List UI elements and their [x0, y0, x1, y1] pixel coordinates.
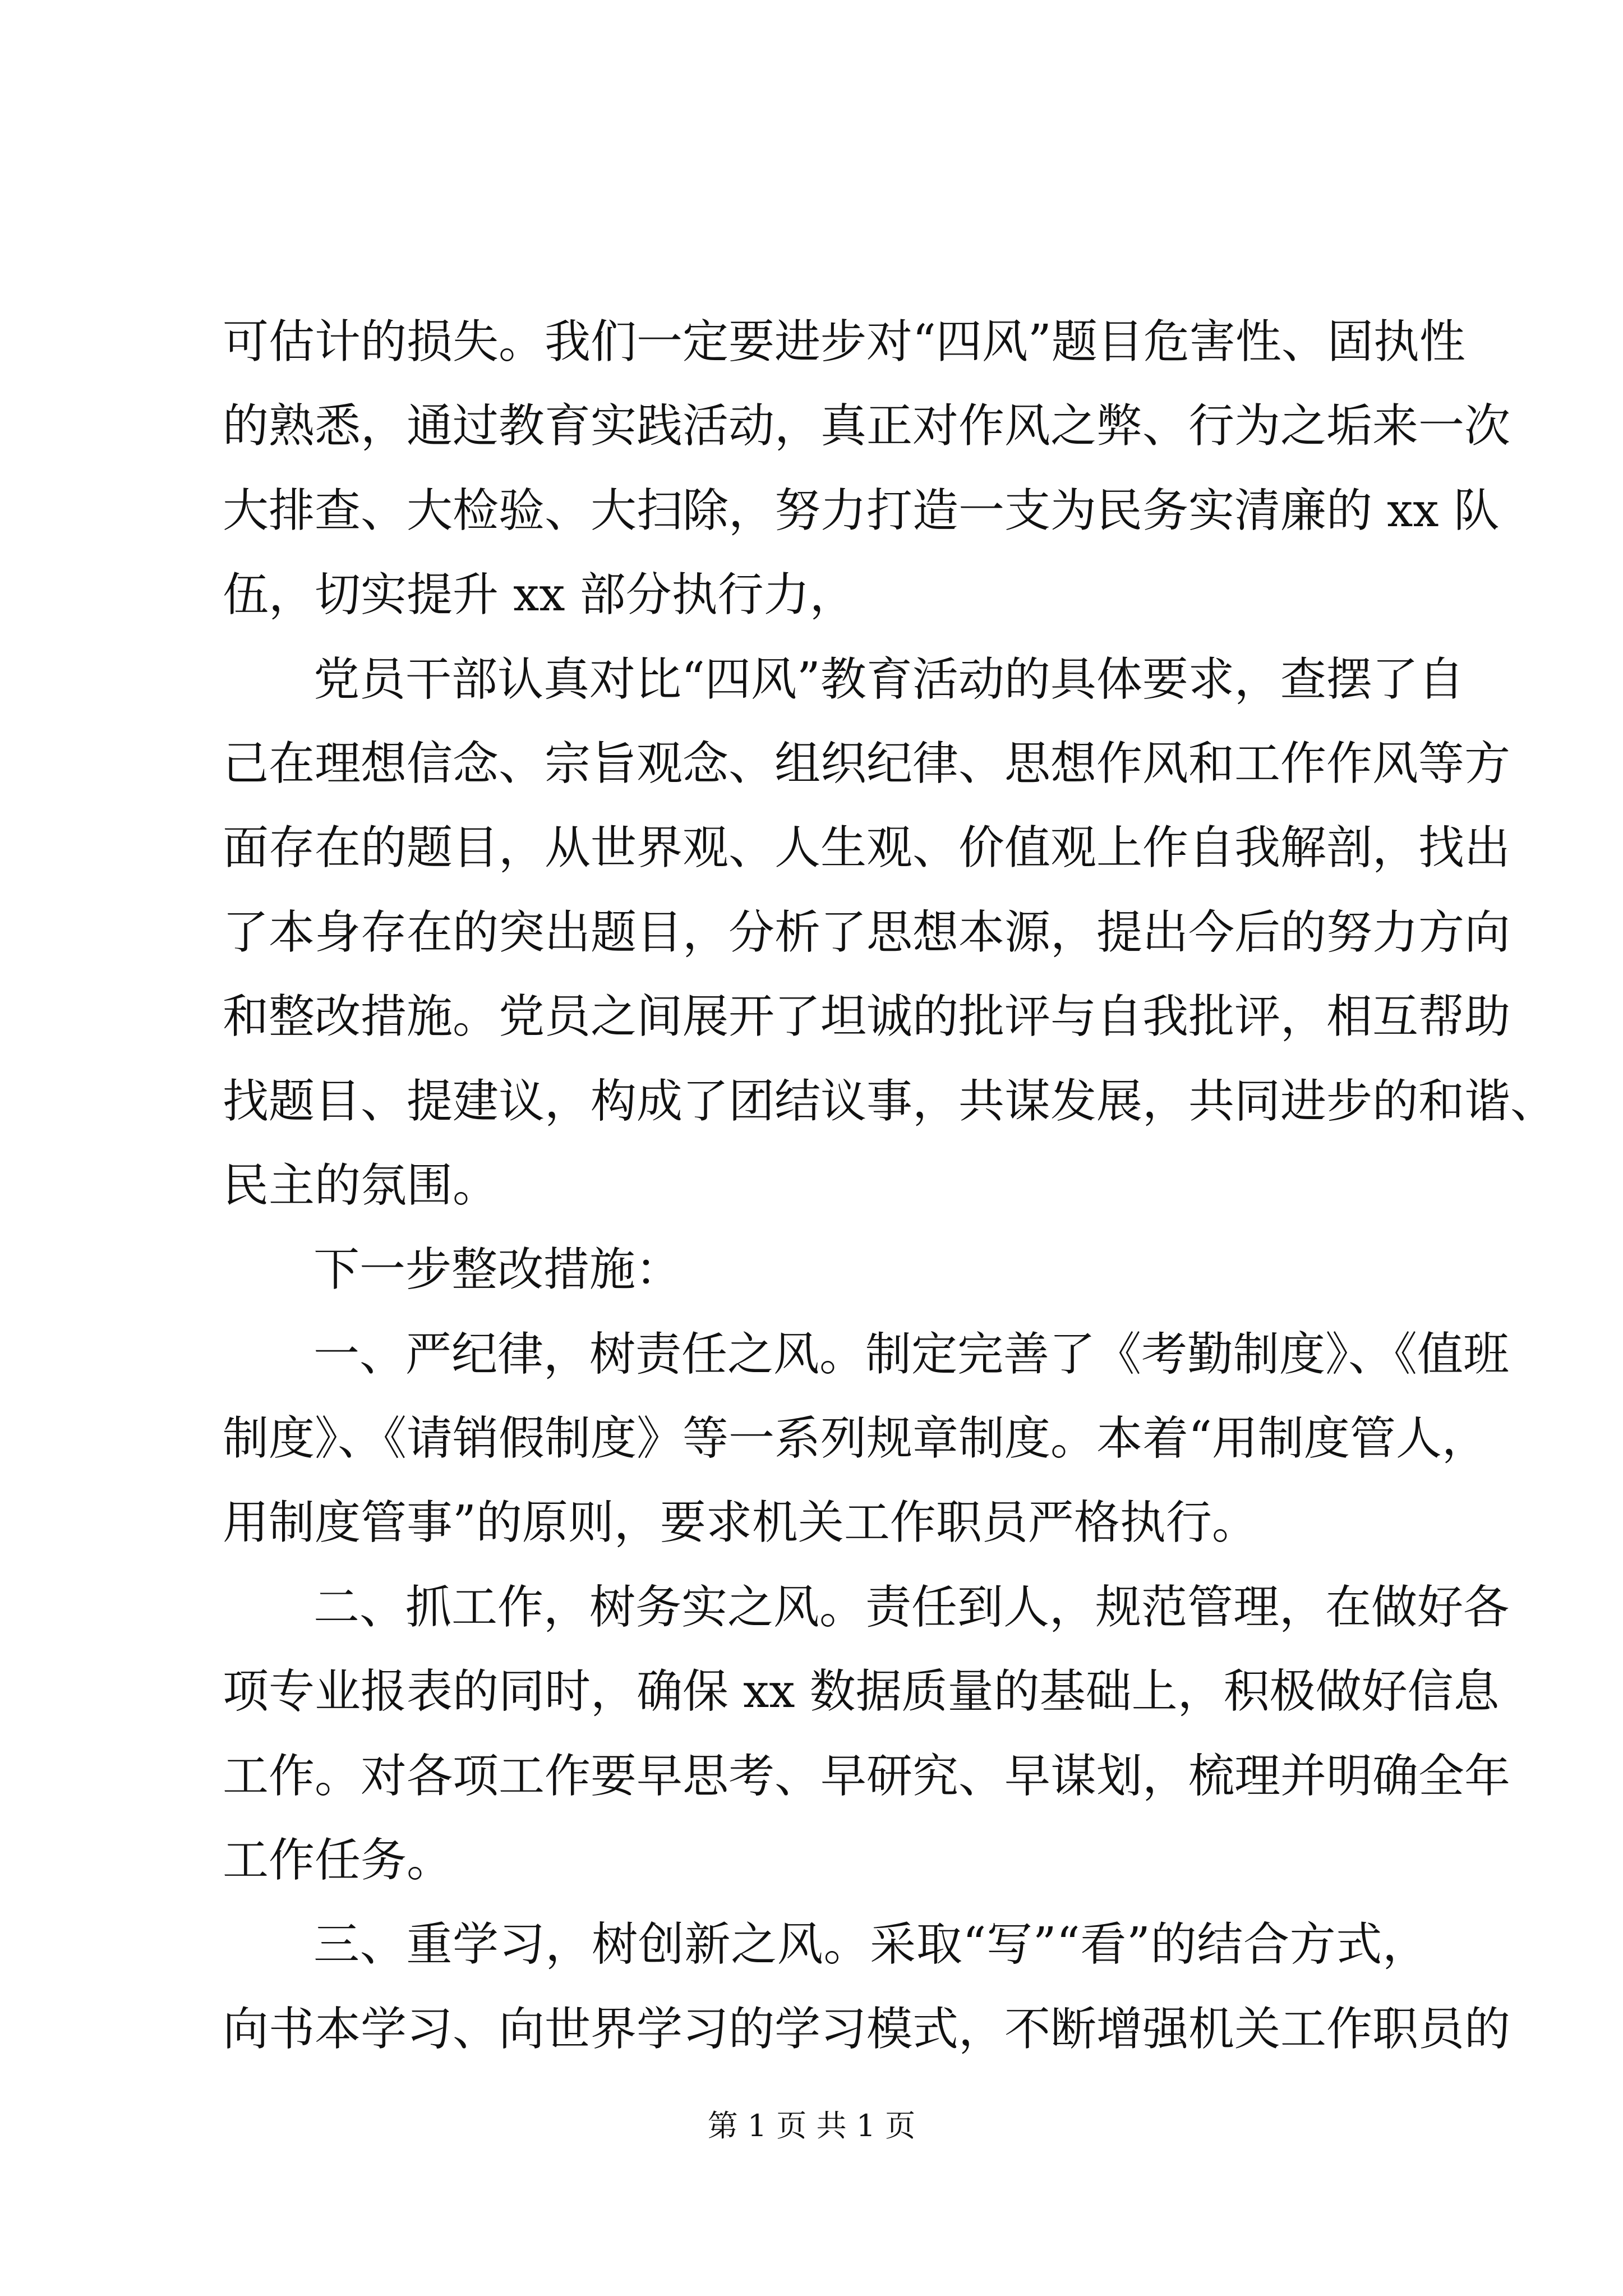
text-line: 的熟悉，通过教育实践活动，真正对作风之弊、行为之垢来一次	[223, 399, 1511, 453]
text-line: 己在理想信念、宗旨观念、组织纪律、思想作风和工作作风等方	[223, 737, 1511, 790]
text-line: 找题目、提建议，构成了团结议事，共谋发展，共同进步的和谐、	[223, 1074, 1557, 1128]
text-line: 工作。对各项工作要早思考、早研究、早谋划，梳理并明确全年	[223, 1749, 1511, 1803]
text-line: 伍，切实提升 xx 部分执行力，	[223, 568, 856, 622]
text-line: 用制度管事”的原则，要求机关工作职员严格执行。	[223, 1496, 1258, 1550]
text-line: 了本身存在的突出题目，分析了思想本源，提出今后的努力方向	[223, 905, 1511, 959]
text-line: 和整改措施。党员之间展开了坦诚的批评与自我批评，相互帮助	[223, 990, 1511, 1044]
text-line: 向书本学习、向世界学习的学习模式，不断增强机关工作职员的	[223, 2002, 1511, 2056]
page-footer: 第 1 页 共 1 页	[707, 2108, 916, 2143]
text-line: 党员干部认真对比“四风”教育活动的具体要求，查摆了自	[313, 652, 1464, 706]
section-heading: 下一步整改措施：	[313, 1243, 682, 1297]
text-line: 二、抓工作，树务实之风。责任到人，规范管理，在做好各	[313, 1580, 1510, 1634]
text-line: 三、重学习，树创新之风。采取“写”“看”的结合方式，	[313, 1918, 1428, 1972]
text-line: 项专业报表的同时，确保 xx 数据质量的基础上，积极做好信息	[223, 1665, 1500, 1719]
text-line: 一、严纪律，树责任之风。制定完善了《考勤制度》、《值班	[313, 1327, 1510, 1381]
text-line: 工作任务。	[223, 1834, 453, 1888]
document-body	[223, 300, 1557, 2072]
text-line: 面存在的题目，从世界观、人生观、价值观上作自我解剖，找出	[223, 821, 1511, 875]
text-line: 大排查、大检验、大扫除，努力打造一支为民务实清廉的 xx 队	[223, 484, 1500, 537]
text-line: 可估计的损失。我们一定要进步对“四风”题目危害性、固执性	[223, 315, 1465, 369]
text-line: 制度》、《请销假制度》等一系列规章制度。本着“用制度管人，	[223, 1412, 1488, 1466]
text-line: 民主的氛围。	[223, 1158, 499, 1212]
